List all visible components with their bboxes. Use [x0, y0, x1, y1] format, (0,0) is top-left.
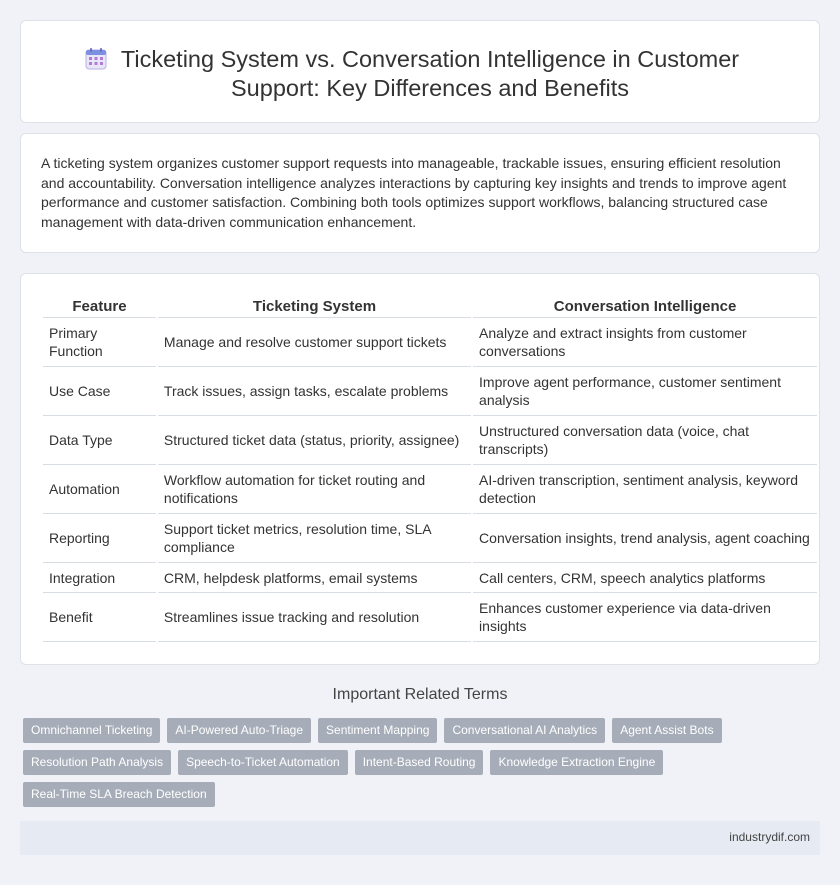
- table-row: [43, 318, 817, 367]
- conversation-cell: Conversation insights, trend analysis, agent coaching: [473, 514, 817, 563]
- related-term-tag[interactable]: Sentiment Mapping: [318, 718, 437, 743]
- conversation-cell: Call centers, CRM, speech analytics platforms: [473, 563, 817, 593]
- ticketing-cell: Manage and resolve customer support tickets: [158, 318, 471, 367]
- feature-cell: Integration: [43, 563, 156, 593]
- feature-cell: Primary Function: [43, 318, 156, 367]
- table-row: [43, 563, 817, 593]
- header-feature: Feature: [43, 292, 156, 318]
- comparison-table: [41, 292, 819, 642]
- conversation-cell: Enhances customer experience via data-driven insights: [473, 593, 817, 642]
- ticketing-cell: Structured ticket data (status, priority, assignee): [158, 416, 471, 465]
- header-card: [20, 20, 820, 123]
- related-term-tag[interactable]: Conversational AI Analytics: [444, 718, 605, 743]
- comparison-card: [20, 273, 820, 665]
- footer: [20, 821, 820, 855]
- feature-cell: Benefit: [43, 593, 156, 642]
- table-row: [43, 367, 817, 416]
- table-row: [43, 593, 817, 642]
- feature-cell: Automation: [43, 465, 156, 514]
- conversation-cell: Analyze and extract insights from customer conversations: [473, 318, 817, 367]
- related-term-tag[interactable]: Resolution Path Analysis: [23, 750, 171, 775]
- related-term-tag[interactable]: Speech-to-Ticket Automation: [178, 750, 348, 775]
- intro-card: [20, 133, 820, 253]
- conversation-cell: AI-driven transcription, sentiment analysis, keyword detection: [473, 465, 817, 514]
- conversation-cell: Unstructured conversation data (voice, chat transcripts): [473, 416, 817, 465]
- related-term-tag[interactable]: Knowledge Extraction Engine: [490, 750, 663, 775]
- related-term-tag[interactable]: Intent-Based Routing: [355, 750, 484, 775]
- conversation-cell: Improve agent performance, customer sentiment analysis: [473, 367, 817, 416]
- related-term-tag[interactable]: Agent Assist Bots: [612, 718, 721, 743]
- ticketing-cell: Track issues, assign tasks, escalate problems: [158, 367, 471, 416]
- related-terms-list: [23, 718, 763, 814]
- page-title: Ticketing System vs. Conversation Intelligence in Customer Support: Key Differences and Benefits: [120, 46, 740, 101]
- source-link[interactable]: industrydif.com: [729, 830, 810, 844]
- related-terms-heading: Important Related Terms: [332, 686, 508, 703]
- related-term-tag[interactable]: Real-Time SLA Breach Detection: [23, 782, 215, 807]
- ticketing-cell: Support ticket metrics, resolution time, SLA compliance: [158, 514, 471, 563]
- header-conversation-intelligence: Conversation Intelligence: [473, 292, 817, 318]
- ticketing-cell: Streamlines issue tracking and resolution: [158, 593, 471, 642]
- ticketing-cell: Workflow automation for ticket routing and notifications: [158, 465, 471, 514]
- header-ticketing-system: Ticketing System: [158, 292, 471, 318]
- table-row: [43, 416, 817, 465]
- table-header-row: [43, 292, 817, 318]
- feature-cell: Reporting: [43, 514, 156, 563]
- table-row: [43, 465, 817, 514]
- feature-cell: Use Case: [43, 367, 156, 416]
- related-term-tag[interactable]: Omnichannel Ticketing: [23, 718, 160, 743]
- table-row: [43, 514, 817, 563]
- feature-cell: Data Type: [43, 416, 156, 465]
- related-term-tag[interactable]: AI-Powered Auto-Triage: [167, 718, 311, 743]
- ticketing-cell: CRM, helpdesk platforms, email systems: [158, 563, 471, 593]
- intro-text: A ticketing system organizes customer support requests into manageable, trackable issues, ensuring efficient resolution and accountability. Conversation intelligence analyzes interactions by capturing key insights and trends to improve agent performance and customer satisfaction. Combining both tools optimizes support workflows, balancing structured case management with data-driven communication enhancement.: [41, 155, 787, 230]
